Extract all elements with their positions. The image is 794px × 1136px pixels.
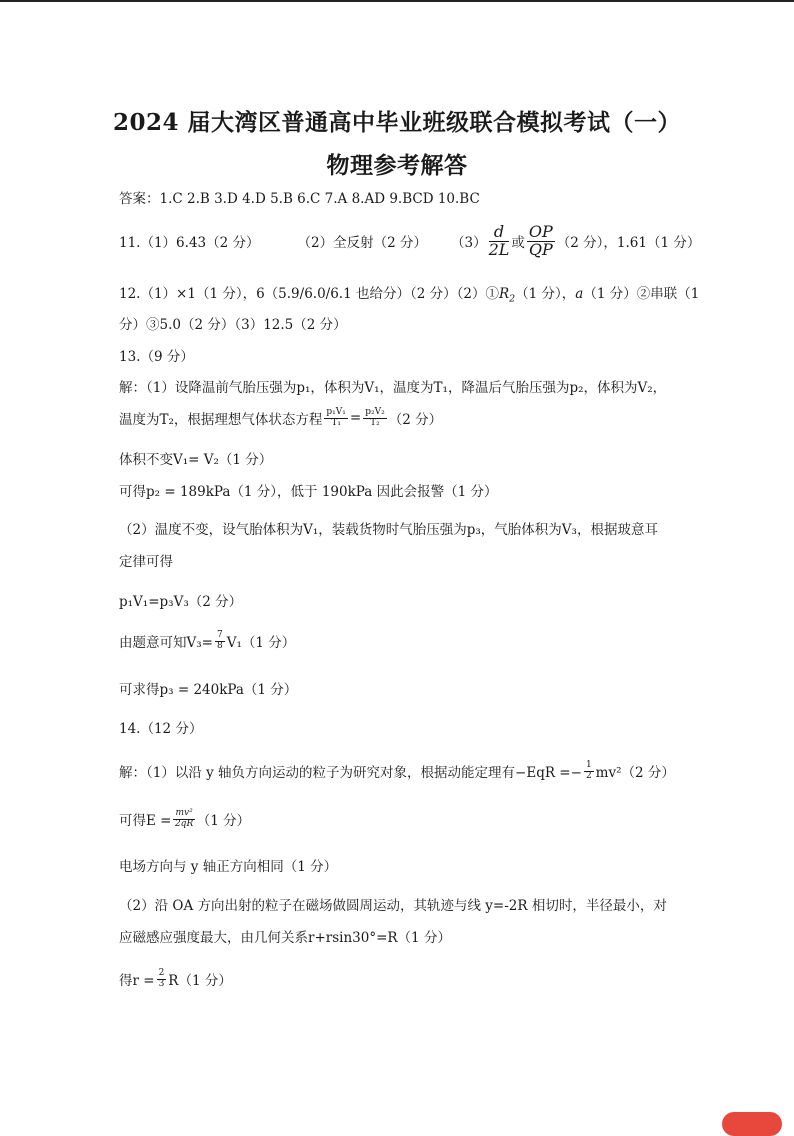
q13-fraction-1-num: p₁V₁: [326, 407, 346, 418]
q13-l2-suffix: （2 分）: [388, 412, 443, 428]
q12-line-1: [119, 282, 699, 305]
q14-line-1: [119, 756, 675, 786]
q11-or: 或: [511, 235, 525, 251]
q11-part3-suffix: （2 分），1.61（1 分）: [556, 235, 701, 251]
q13-fraction-2-num: p₂V₂: [365, 407, 385, 418]
q11-line: [119, 222, 700, 260]
q14-l1-prefix: 解：（1）以沿 y 轴负方向运动的粒子为研究对象，根据动能定理有−EqR =−: [119, 765, 582, 781]
q13-line-8: [119, 626, 295, 656]
q11-fraction-2-num: OP: [528, 221, 553, 241]
q12-text-b: （1 分），: [515, 286, 576, 302]
q13-fraction-3-num: 7: [216, 630, 223, 641]
q13-line-2: [119, 404, 442, 432]
top-border-line: [0, 0, 794, 2]
q11-part1: 11.（1）6.43（2 分）: [119, 235, 260, 251]
q13-l8-suffix: V₁（1 分）: [226, 635, 296, 651]
q14-fraction-3: [157, 969, 167, 989]
q13-l8-prefix: 由题意可知V₃=: [119, 635, 213, 651]
q14-l1-suffix: mv²（2 分）: [595, 765, 675, 781]
q14-fraction-3-den: 3: [158, 978, 165, 989]
q11-fraction-1-num: d: [489, 224, 510, 242]
q14-l6-prefix: 得r =: [119, 973, 155, 989]
exam-subtitle: 物理参考解答: [326, 152, 468, 179]
q11-part3-prefix: （3）: [450, 235, 487, 251]
q11-fraction-1-den: 2L: [488, 239, 510, 259]
q13-line-1: 解：（1）设降温前气胎压强为p₁，体积为V₁，温度为T₁，降温后气胎压强为p₂，体积为V₂，: [119, 380, 667, 396]
q14-fraction-1: [584, 761, 594, 781]
q14-fraction-2-den: 2qR: [174, 818, 194, 829]
q14-l2-prefix: 可得E =: [119, 813, 172, 829]
q13-header: 13.（9 分）: [119, 349, 194, 365]
q14-l6-suffix: R（1 分）: [168, 973, 232, 989]
q13-fraction-1: [324, 408, 347, 428]
q12-text-c: （1 分）②串联（1: [583, 286, 700, 302]
q12-r2-sub: 2: [509, 293, 516, 305]
q14-l2-suffix: （1 分）: [196, 813, 251, 829]
q12-text-a: 12.（1）×1（1 分），6（5.9/6.0/6.1 也给分）（2 分）（2）①: [119, 286, 499, 302]
q13-fraction-1-den: T₁: [331, 417, 341, 428]
q11-part2: （2）全反射（2 分）: [297, 235, 427, 251]
q14-line-4: （2）沿 OA 方向出射的粒子在磁场做圆周运动，其轨迹与线 y=-2R 相切时，半径最小，对: [119, 898, 667, 914]
q13-fraction-2-den: T₂: [370, 417, 380, 428]
q14-fraction-1-num: 1: [585, 760, 592, 771]
q14-line-2: [119, 804, 250, 834]
q13-line-9: 可求得p₃ = 240kPa（1 分）: [119, 682, 298, 698]
q14-fraction-2-num: mv²: [175, 808, 193, 819]
q13-fraction-3: [215, 631, 225, 651]
q11-fraction-1: [488, 221, 510, 259]
q14-fraction-1-den: 2: [585, 770, 592, 781]
q12-line-2: 分）③5.0（2 分）（3）12.5（2 分）: [119, 317, 347, 333]
q12-a-var: a: [575, 286, 584, 302]
q13-line-5: （2）温度不变，设气胎体积为V₁，装载货物时气胎压强为p₃，气胎体积为V₃，根据玻意耳: [119, 522, 658, 538]
q13-fraction-2: [363, 408, 386, 428]
q14-line-6: [119, 964, 232, 994]
q13-line-4: 可得p₂ = 189kPa（1 分），低于 190kPa 因此会报警（1 分）: [119, 484, 498, 500]
q13-l2-eq: =: [349, 410, 362, 426]
q14-line-5: 应磁感应强度最大，由几何关系r+rsin30°=R（1 分）: [119, 930, 451, 946]
q13-fraction-3-den: 8: [216, 640, 223, 651]
answers-line: 答案：1.C 2.B 3.D 4.D 5.B 6.C 7.A 8.AD 9.BCD 10.BC: [119, 191, 480, 207]
q11-fraction-2: [527, 221, 555, 259]
q14-fraction-2: [173, 809, 194, 829]
q14-fraction-3-num: 2: [158, 968, 165, 979]
q13-line-7: p₁V₁=p₃V₃（2 分）: [119, 594, 243, 610]
q11-fraction-2-den: QP: [528, 239, 553, 259]
q14-line-3: 电场方向与 y 轴正方向相同（1 分）: [119, 859, 338, 875]
q14-header: 14.（12 分）: [119, 721, 203, 737]
q13-line-6: 定律可得: [119, 554, 173, 570]
q12-r2: [498, 286, 516, 305]
q13-l2-prefix: 温度为T₂，根据理想气体状态方程: [119, 412, 323, 428]
exam-title: 2024 届大湾区普通高中毕业班级联合模拟考试（一）: [112, 109, 682, 136]
q12-r2-letter: R: [498, 286, 510, 302]
q13-line-3: 体积不变V₁= V₂（1 分）: [119, 452, 273, 468]
corner-badge[interactable]: [722, 1112, 782, 1136]
